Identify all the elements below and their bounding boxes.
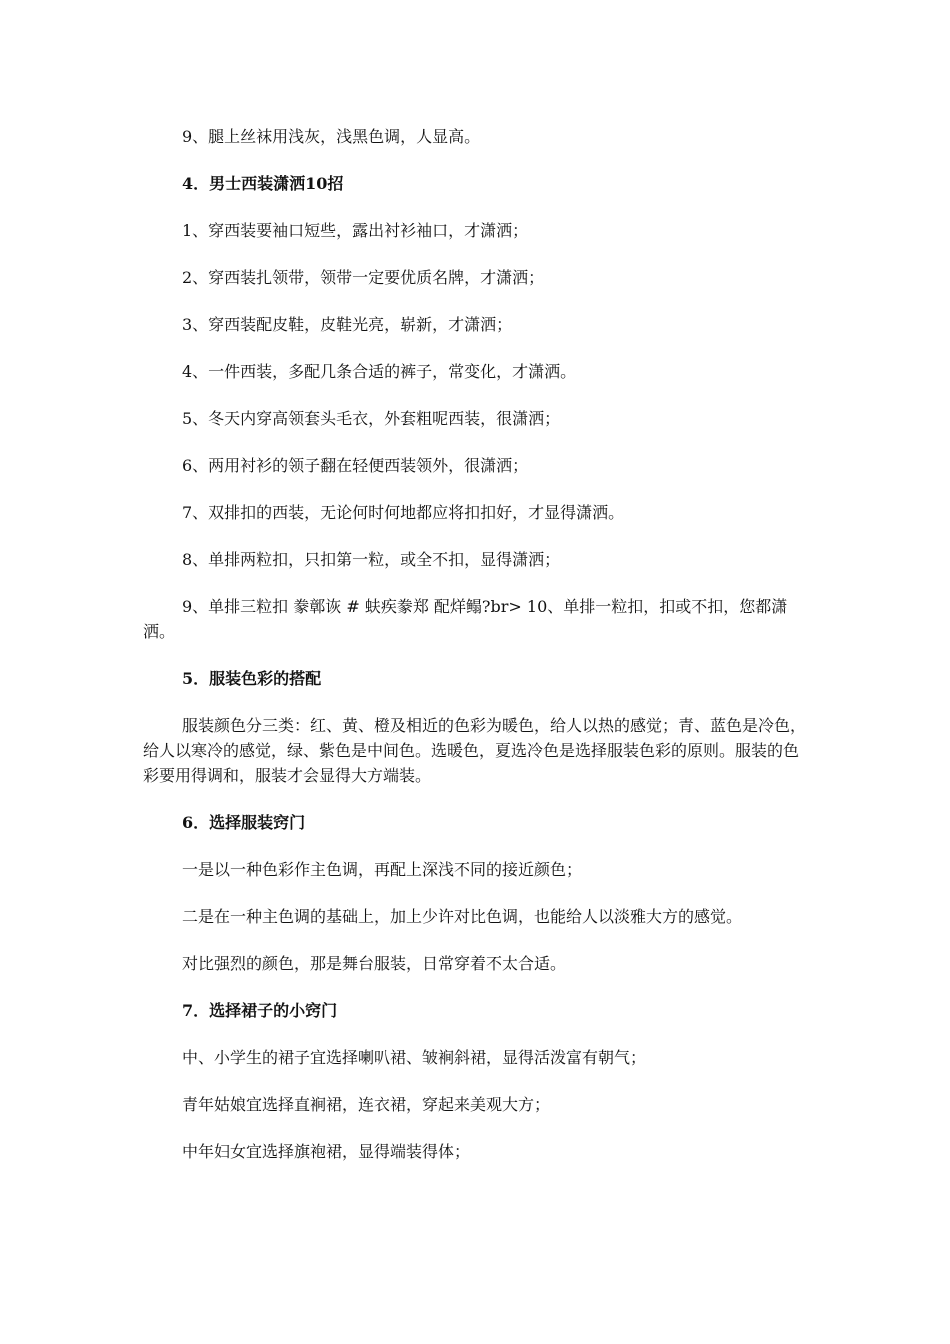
paragraph: 1、穿西装要袖口短些，露出衬衫袖口，才潇洒； (182, 221, 529, 240)
section-heading: 4．男士西装潇洒10招 (182, 174, 344, 193)
paragraph: 3、穿西装配皮鞋，皮鞋光亮，崭新，才潇洒； (182, 315, 513, 334)
paragraph: 4、一件西装，多配几条合适的裤子，常变化，才潇洒。 (182, 362, 577, 381)
paragraph: 7、双排扣的西装，无论何时何地都应将扣扣好，才显得潇洒。 (182, 503, 625, 522)
paragraph: 9、腿上丝袜用浅灰，浅黑色调，人显高。 (182, 127, 481, 146)
paragraph: 6、两用衬衫的领子翻在轻便西装领外，很潇洒； (182, 456, 529, 475)
paragraph: 青年姑娘宜选择直裥裙，连衣裙，穿起来美观大方； (182, 1095, 551, 1114)
paragraph: 一是以一种色彩作主色调，再配上深浅不同的接近颜色； (182, 860, 583, 879)
paragraph: 对比强烈的颜色，那是舞台服装，日常穿着不太合适。 (182, 954, 567, 973)
paragraph: 5、冬天内穿高领套头毛衣，外套粗呢西装，很潇洒； (182, 409, 561, 428)
section-heading: 6．选择服装窍门 (182, 813, 306, 832)
paragraph: 二是在一种主色调的基础上，加上少许对比色调，也能给人以淡雅大方的感觉。 (182, 907, 743, 926)
paragraph: 8、单排两粒扣，只扣第一粒，或全不扣，显得潇洒； (182, 550, 561, 569)
section-heading: 5．服装色彩的搭配 (182, 669, 322, 688)
section-heading: 7．选择裙子的小窍门 (182, 1001, 338, 1020)
paragraph: 中、小学生的裙子宜选择喇叭裙、皱裥斜裙，显得活泼富有朝气； (182, 1048, 647, 1067)
paragraph: 2、穿西装扎领带，领带一定要优质名牌，才潇洒； (182, 268, 545, 287)
paragraph: 中年妇女宜选择旗袍裙，显得端装得体； (182, 1142, 471, 1161)
paragraph: 服装颜色分三类：红、黄、橙及相近的色彩为暖色，给人以热的感觉；青、蓝色是冷色，给人以寒冷的感觉，绿、紫色是中间色。选暖色，夏选冷色是选择服装色彩的原则。服装的色彩要用得调和，服装才会显得大方端装。 (143, 716, 807, 785)
paragraph: 9、单排三粒扣 豢鄣诙 # 蚨疾豢郑 配烊鳎?br> 10、单排一粒扣，扣或不扣，您都潇洒。 (143, 597, 788, 641)
document-body (143, 124, 808, 1186)
